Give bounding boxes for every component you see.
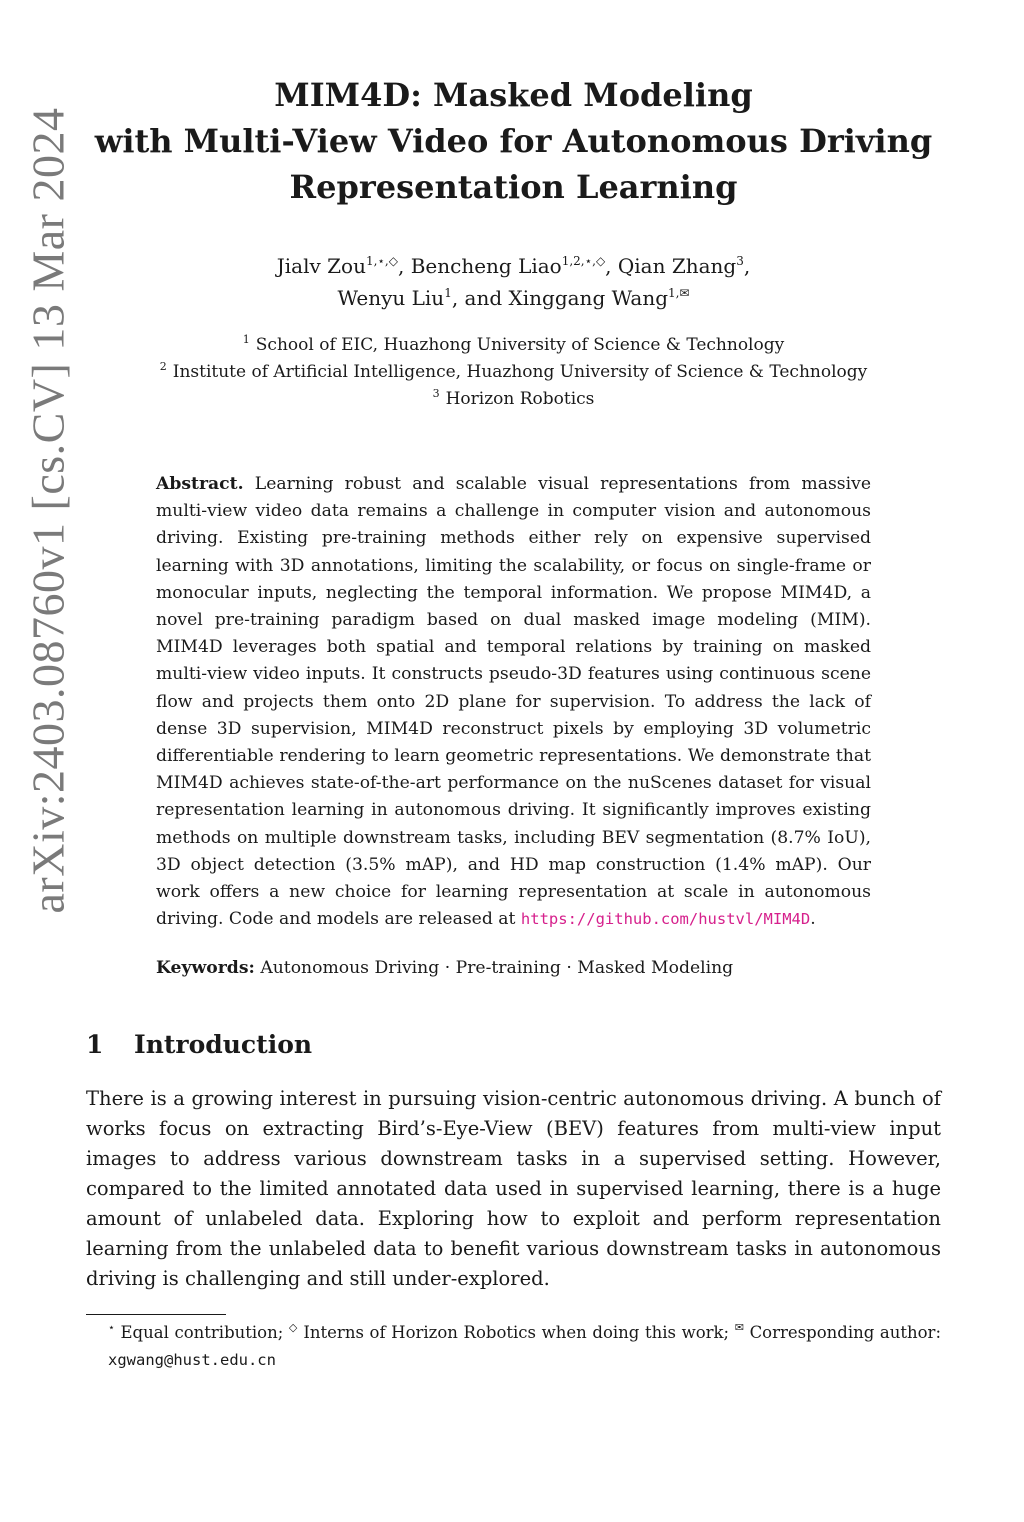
abstract-label: Abstract. [156, 474, 244, 494]
paper-title [86, 72, 941, 210]
section-number: 1 [86, 1030, 104, 1060]
affiliation-text: Institute of Artificial Intelligence, Huazhong University of Science & Technology [172, 362, 868, 382]
affiliation-list [86, 332, 941, 413]
affiliation-item [86, 386, 941, 413]
footnote-text: Interns of Horizon Robotics when doing this work; [303, 1322, 730, 1342]
intro-paragraph: There is a growing interest in pursuing vision-centric autonomous driving. A bunch of works focus on extracting Bird’s-Eye-View (BEV) features from multi-view input images to address various downstream tasks in a supervised setting. However, compared to the limited annotated data used in supervised learning, there is a huge amount of unlabeled data. Exploring how to exploit and perform representation learning from the unlabeled data to benefit various downstream tasks in autonomous driving is challenging and still under-explored. [86, 1087, 941, 1291]
and-word: and [464, 286, 503, 310]
title-line-2: with Multi-View Video for Autonomous Driving [94, 122, 933, 160]
affiliation-text: Horizon Robotics [445, 389, 595, 409]
affiliation-sup: 1 [242, 333, 250, 346]
affiliation-item [86, 359, 941, 386]
abstract [156, 471, 871, 933]
author-sup: 3 [736, 254, 744, 268]
title-line-1: MIM4D: Masked Modeling [274, 76, 753, 114]
keywords [156, 955, 871, 982]
footnote [86, 1319, 941, 1374]
title-line-3: Representation Learning [289, 168, 738, 206]
footnote-text: Corresponding author: [749, 1322, 941, 1342]
author-email[interactable]: xgwang@hust.edu.cn [108, 1350, 276, 1369]
arxiv-identifier: arXiv:2403.08760v1 [cs.CV] 13 Mar 2024 [22, 106, 74, 914]
arxiv-sidebar [0, 70, 96, 950]
envelope-icon: ✉ [734, 1320, 744, 1334]
author-name: Wenyu Liu [337, 286, 445, 310]
footnote-divider [86, 1314, 226, 1315]
author-sup: 1,⋆,◇ [365, 254, 398, 268]
affiliation-sup: 3 [432, 387, 440, 400]
abstract-end: . [810, 909, 816, 930]
keywords-text: Autonomous Driving · Pre-training · Masked Modeling [260, 958, 734, 979]
author-name: Qian Zhang [617, 254, 737, 278]
affiliation-sup: 2 [159, 360, 167, 373]
footnote-sup-diamond: ◇ [288, 1320, 298, 1334]
code-link[interactable]: https://github.com/hustvl/MIM4D [520, 910, 811, 929]
author-sup: 1,2,⋆,◇ [561, 254, 606, 268]
author-sup: 1 [444, 286, 452, 300]
footnote-text: Equal contribution; [120, 1322, 284, 1342]
affiliation-text: School of EIC, Huazhong University of Science & Technology [255, 335, 785, 355]
author-list: Jialv Zou$^{1,⋆,◇}$, Bencheng Liao$^{1,2,⋆,◇}$, Qian Zhang$^3$, Wenyu Liu$^1$, and Xinggang Wang$^{1,✉}$ [276, 254, 751, 310]
author-name: Xinggang Wang [508, 286, 669, 310]
author-name: Bencheng Liao [410, 254, 562, 278]
affiliation-item [86, 332, 941, 359]
paper-page [86, 72, 941, 1374]
author-name: Jialv Zou [276, 254, 366, 278]
author-sup: 1,✉ [668, 286, 690, 300]
abstract-text: Learning robust and scalable visual representations from massive multi-view video data remains a challenge in computer vision and autonomous driving. Existing pre-training methods either rely on expensive supervised learning with 3D annotations, limiting the scalability, or focus on single-frame or monocular inputs, neglecting the temporal information. We propose MIM4D, a novel pre-training paradigm based on dual masked image modeling (MIM). MIM4D leverages both spatial and temporal relations by training on masked multi-view video inputs. It constructs pseudo-3D features using continuous scene flow and projects them onto 2D plane for supervision. To address the lack of dense 3D supervision, MIM4D reconstruct pixels by employing 3D volumetric differentiable rendering to learn geometric representations. We demonstrate that MIM4D achieves state-of-the-art performance on the nuScenes dataset for visual representation learning in autonomous driving. It significantly improves existing methods on multiple downstream tasks, including BEV segmentation (8.7% IoU), 3D object detection (3.5% mAP), and HD map construction (1.4% mAP). Our work offers a new choice for learning representation at scale in autonomous driving. Code and models are released at [156, 474, 872, 930]
section-title: Introduction [134, 1030, 313, 1060]
section-heading [86, 1028, 941, 1062]
footnote-sup-star: ⋆ [108, 1320, 115, 1334]
keywords-label: Keywords: [156, 958, 255, 979]
